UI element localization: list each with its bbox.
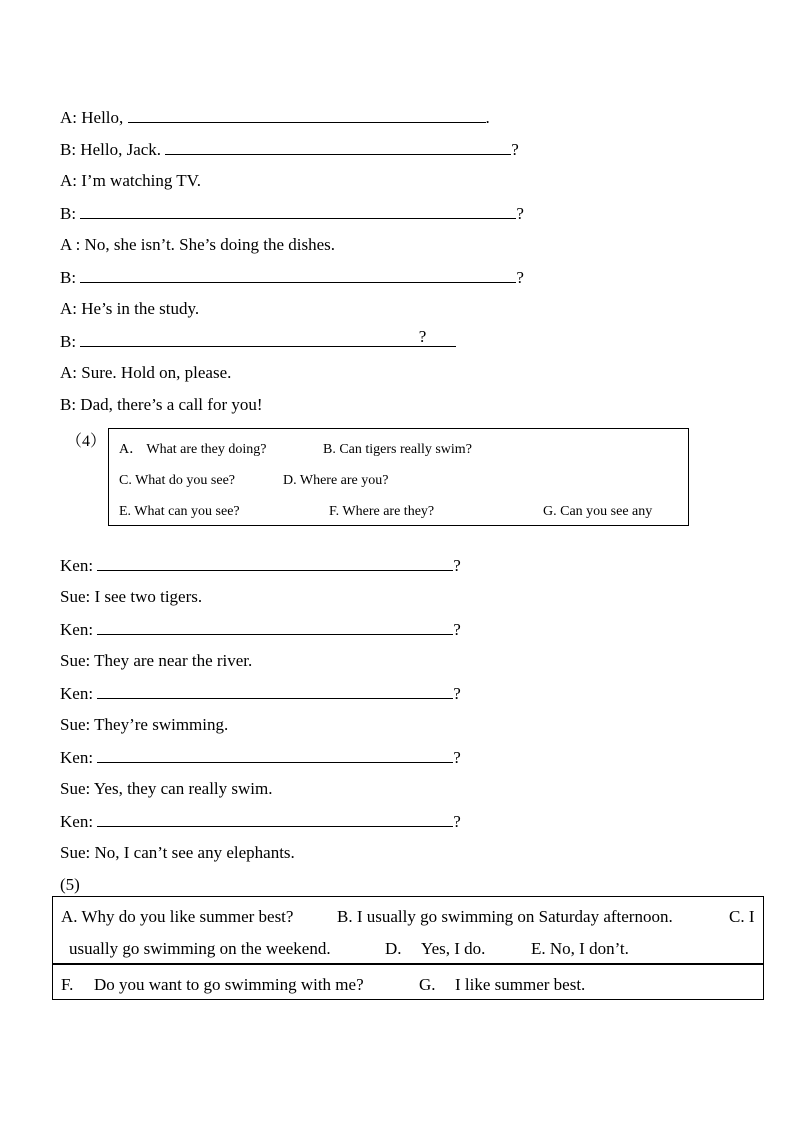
- option-c: C. I: [729, 907, 755, 926]
- answer-blank[interactable]: [97, 746, 453, 763]
- dialogue-line: [60, 266, 524, 288]
- line-text: B: Dad, there’s a call for you!: [60, 395, 263, 414]
- dialogue-line: [60, 106, 490, 128]
- answer-blank-tail: [436, 330, 456, 347]
- option-c: C. What do you see?: [119, 473, 235, 488]
- section-5-label: (5): [60, 875, 80, 894]
- option-e: E. No, I don’t.: [531, 939, 629, 958]
- line-text: Ken:: [60, 620, 98, 639]
- line-text: Sue: They’re swimming.: [60, 715, 229, 734]
- section-5-options-box: [52, 896, 764, 1000]
- dialogue-line: [60, 842, 295, 864]
- answer-blank[interactable]: [97, 810, 453, 827]
- option-g-letter: G.: [419, 975, 436, 994]
- line-text: B: Hello, Jack.: [60, 140, 166, 159]
- option-d: Yes, I do.: [421, 939, 486, 958]
- line-punct: .: [485, 108, 490, 127]
- dialogue-line: [60, 650, 252, 672]
- answer-blank[interactable]: [97, 682, 453, 699]
- answer-blank[interactable]: [80, 266, 516, 283]
- option-b: B. Can tigers really swim?: [323, 442, 472, 457]
- line-text: Sue: I see two tigers.: [60, 587, 203, 606]
- option-a: A. Why do you like summer best?: [61, 907, 294, 926]
- dialogue-line: [60, 202, 524, 224]
- option-e: E. What can you see?: [119, 504, 240, 519]
- option-g: I like summer best.: [455, 975, 586, 994]
- answer-blank[interactable]: [97, 618, 453, 635]
- line-text: Ken:: [60, 684, 98, 703]
- option-d-letter: D.: [385, 939, 402, 958]
- dialogue-line: [60, 810, 461, 832]
- answer-blank[interactable]: [80, 327, 436, 347]
- line-text: Sue: Yes, they can really swim.: [60, 779, 273, 798]
- line-text: Sue: No, I can’t see any elephants.: [60, 843, 295, 862]
- line-text: A: Hello,: [60, 108, 128, 127]
- section-4-options-box: [108, 428, 689, 526]
- line-punct: ?: [453, 684, 461, 703]
- line-punct: ?: [453, 812, 461, 831]
- dialogue-line: [60, 682, 461, 704]
- line-text: A: He’s in the study.: [60, 299, 200, 318]
- dialogue-line: [60, 327, 456, 352]
- dialogue-line: [60, 234, 335, 256]
- option-f-letter: F.: [61, 975, 74, 994]
- dialogue-line: [60, 138, 519, 160]
- option-c-continued: usually go swimming on the weekend.: [69, 939, 331, 958]
- dialogue-line: [60, 554, 461, 576]
- line-text: B:: [60, 268, 81, 287]
- line-punct: ?: [511, 140, 519, 159]
- line-text: Sue: They are near the river.: [60, 651, 253, 670]
- dialogue-line: [60, 170, 201, 192]
- line-text: B:: [60, 204, 81, 223]
- line-text: B:: [60, 332, 81, 351]
- line-text: A: I’m watching TV.: [60, 171, 202, 190]
- dialogue-line: [60, 746, 461, 768]
- option-a: A． What are they doing?: [119, 442, 267, 457]
- answer-blank[interactable]: [128, 106, 486, 123]
- line-punct: ?: [516, 204, 524, 223]
- line-punct: ?: [453, 748, 461, 767]
- line-punct: ?: [418, 327, 427, 346]
- options-row: [53, 897, 763, 965]
- line-text: A: Sure. Hold on, please.: [60, 363, 232, 382]
- option-f: F. Where are they?: [329, 504, 435, 519]
- dialogue-line: [60, 586, 202, 608]
- option-b: B. I usually go swimming on Saturday afternoon.: [337, 907, 673, 926]
- line-text: A : No, she isn’t. She’s doing the dishes.: [60, 235, 335, 254]
- answer-blank[interactable]: [165, 138, 511, 155]
- dialogue-line: [60, 778, 272, 800]
- line-punct: ?: [453, 556, 461, 575]
- dialogue-line: [60, 298, 199, 320]
- dialogue-line: [60, 714, 228, 736]
- dialogue-line: [60, 618, 461, 640]
- line-text: Ken:: [60, 556, 98, 575]
- dialogue-line: [60, 394, 263, 416]
- answer-blank[interactable]: [80, 202, 516, 219]
- option-f: Do you want to go swimming with me?: [94, 975, 364, 994]
- option-d: D. Where are you?: [283, 473, 389, 488]
- line-punct: ?: [453, 620, 461, 639]
- line-text: Ken:: [60, 812, 98, 831]
- dialogue-line: [60, 362, 231, 384]
- option-g: G. Can you see any: [543, 504, 653, 519]
- options-row: [53, 965, 763, 999]
- line-text: Ken:: [60, 748, 98, 767]
- line-punct: ?: [516, 268, 524, 287]
- section-4-label: （4）: [66, 433, 107, 450]
- answer-blank[interactable]: [97, 554, 453, 571]
